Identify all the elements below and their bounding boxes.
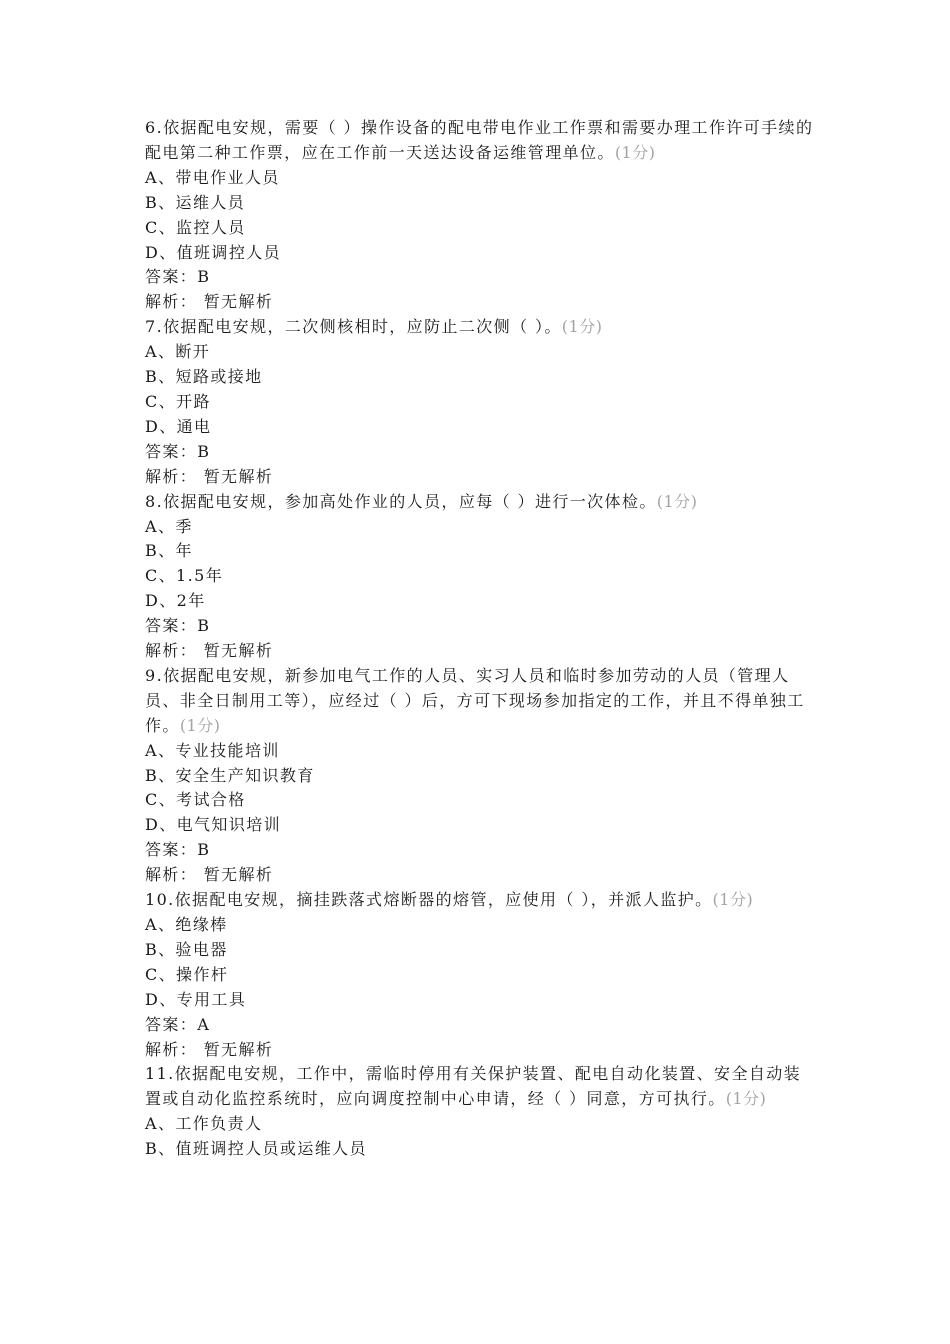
option-d: D、专用工具	[145, 989, 247, 1009]
answer-value: B	[197, 267, 211, 287]
answer-line	[145, 614, 815, 639]
analysis-value: 暂无解析	[203, 865, 274, 885]
question-10	[145, 888, 815, 1062]
question-stem	[145, 490, 815, 515]
answer-label: 答案：	[145, 267, 198, 287]
question-11	[145, 1062, 815, 1162]
analysis-label: 解析：	[145, 865, 198, 885]
answer-label: 答案：	[145, 441, 198, 461]
option-c: C、考试合格	[145, 790, 246, 810]
document-page	[145, 116, 815, 1162]
question-score: (1分)	[656, 491, 698, 511]
analysis-value: 暂无解析	[203, 292, 274, 312]
answer-line	[145, 265, 815, 290]
question-stem-text: 6.依据配电安规，需要（ ）操作设备的配电带电作业工作票和需要办理工作许可手续的配电第二种工作票，应在工作前一天送达设备运维管理单位。	[145, 118, 814, 162]
analysis-line	[145, 290, 815, 315]
option-c: C、操作杆	[145, 964, 229, 984]
answer-label: 答案：	[145, 616, 198, 636]
analysis-line	[145, 1038, 815, 1063]
option-a: A、绝缘棒	[145, 915, 228, 934]
option-a: A、专业技能培训	[145, 740, 280, 760]
answer-value: B	[197, 840, 211, 860]
question-stem	[145, 888, 815, 913]
option-d: D、电气知识培训	[145, 815, 282, 835]
question-stem	[145, 664, 815, 739]
option-b: B、安全生产知识教育	[145, 765, 315, 785]
analysis-line	[145, 465, 815, 490]
analysis-value: 暂无解析	[203, 1039, 274, 1059]
analysis-label: 解析：	[145, 1039, 198, 1059]
option-b: B、年	[145, 541, 193, 561]
analysis-label: 解析：	[145, 466, 198, 486]
analysis-value: 暂无解析	[203, 641, 274, 661]
answer-value: B	[197, 441, 211, 461]
analysis-line	[145, 863, 815, 888]
question-9	[145, 664, 815, 888]
question-stem	[145, 315, 815, 340]
question-8	[145, 490, 815, 664]
analysis-label: 解析：	[145, 292, 198, 312]
answer-line	[145, 440, 815, 465]
option-d: D、通电	[145, 416, 212, 436]
option-c: C、1.5年	[145, 566, 224, 586]
option-b: B、运维人员	[145, 192, 246, 212]
analysis-label: 解析：	[145, 641, 198, 661]
question-score: (1分)	[561, 317, 603, 337]
answer-label: 答案：	[145, 1014, 198, 1034]
option-d: D、值班调控人员	[145, 242, 282, 262]
question-score: (1分)	[725, 1089, 767, 1109]
option-b: B、值班调控人员或运维人员	[145, 1139, 367, 1159]
question-stem-text: 7.依据配电安规，二次侧核相时，应防止二次侧（ ）。	[145, 317, 562, 337]
option-c: C、开路	[145, 391, 211, 411]
analysis-value: 暂无解析	[203, 466, 274, 486]
question-stem-text: 8.依据配电安规，参加高处作业的人员，应每（ ）进行一次体检。	[145, 491, 657, 511]
answer-value: B	[197, 616, 211, 636]
option-a: A、工作负责人	[145, 1114, 263, 1134]
option-a: A、带电作业人员	[145, 167, 280, 187]
question-7	[145, 315, 815, 489]
question-stem-text: 10.依据配电安规，摘挂跌落式熔断器的熔管，应使用（ ），并派人监护。	[145, 890, 713, 910]
option-a: A、季	[145, 516, 193, 536]
question-stem-text: 11.依据配电安规，工作中，需临时停用有关保护装置、配电自动化装置、安全自动装置或自动化监控系统时，应向调度控制中心申请，经（ ）同意，方可执行。	[145, 1064, 802, 1109]
question-stem	[145, 116, 815, 166]
answer-value: A	[197, 1014, 211, 1034]
question-stem-text: 9.依据配电安规，新参加电气工作的人员、实习人员和临时参加劳动的人员（管理人员、非全日制用工等），应经过（ ）后，方可下现场参加指定的工作，并且不得单独工作。	[145, 665, 805, 735]
option-a: A、断开	[145, 342, 211, 362]
question-6	[145, 116, 815, 315]
option-c: C、监控人员	[145, 217, 246, 237]
analysis-line	[145, 639, 815, 664]
question-score: (1分)	[614, 142, 656, 162]
answer-line	[145, 1013, 815, 1038]
question-stem	[145, 1062, 815, 1112]
question-score: (1分)	[712, 890, 754, 910]
answer-line	[145, 838, 815, 863]
option-b: B、验电器	[145, 939, 228, 959]
answer-label: 答案：	[145, 840, 198, 860]
option-d: D、2年	[145, 591, 206, 611]
question-score: (1分)	[179, 715, 221, 735]
option-b: B、短路或接地	[145, 367, 263, 387]
